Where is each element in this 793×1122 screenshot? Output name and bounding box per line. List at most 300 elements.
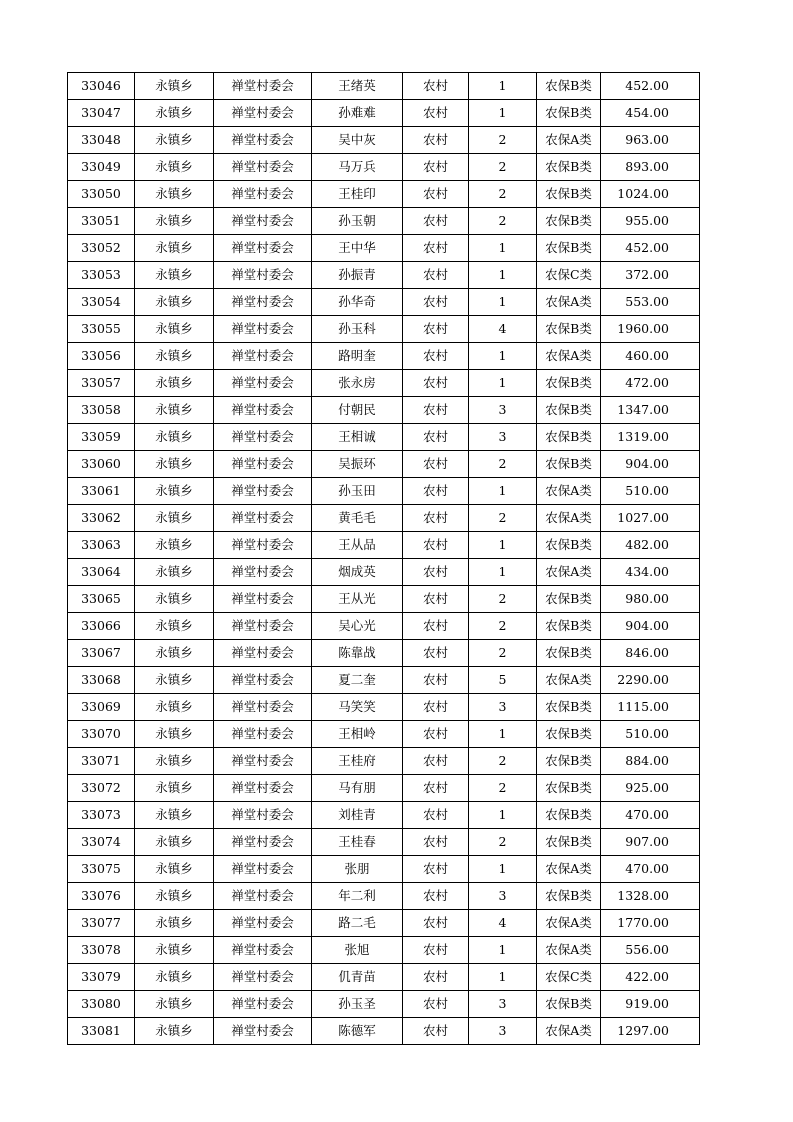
household-count-cell: 1 <box>469 235 537 262</box>
residence-type-cell: 农村 <box>403 154 469 181</box>
name-cell: 孙玉朝 <box>312 208 403 235</box>
village-committee-cell: 禅堂村委会 <box>214 73 312 100</box>
amount-cell: 422.00 <box>601 964 700 991</box>
name-cell: 王从品 <box>312 532 403 559</box>
name-cell: 张朋 <box>312 856 403 883</box>
village-committee-cell: 禅堂村委会 <box>214 451 312 478</box>
record-id-cell: 33046 <box>68 73 135 100</box>
record-id-cell: 33067 <box>68 640 135 667</box>
township-cell: 永镇乡 <box>135 937 214 964</box>
township-cell: 永镇乡 <box>135 262 214 289</box>
village-committee-cell: 禅堂村委会 <box>214 208 312 235</box>
table-row <box>68 235 700 262</box>
household-count-cell: 4 <box>469 910 537 937</box>
name-cell: 孙难难 <box>312 100 403 127</box>
township-cell: 永镇乡 <box>135 451 214 478</box>
amount-cell: 470.00 <box>601 856 700 883</box>
household-count-cell: 3 <box>469 883 537 910</box>
name-cell: 黄毛毛 <box>312 505 403 532</box>
amount-cell: 470.00 <box>601 802 700 829</box>
record-id-cell: 33056 <box>68 343 135 370</box>
table-row <box>68 208 700 235</box>
township-cell: 永镇乡 <box>135 775 214 802</box>
village-committee-cell: 禅堂村委会 <box>214 127 312 154</box>
village-committee-cell: 禅堂村委会 <box>214 397 312 424</box>
record-id-cell: 33070 <box>68 721 135 748</box>
name-cell: 吴振环 <box>312 451 403 478</box>
name-cell: 陈德军 <box>312 1018 403 1045</box>
household-count-cell: 3 <box>469 1018 537 1045</box>
amount-cell: 907.00 <box>601 829 700 856</box>
household-count-cell: 1 <box>469 370 537 397</box>
amount-cell: 980.00 <box>601 586 700 613</box>
amount-cell: 372.00 <box>601 262 700 289</box>
name-cell: 王从光 <box>312 586 403 613</box>
village-committee-cell: 禅堂村委会 <box>214 937 312 964</box>
name-cell: 孙玉科 <box>312 316 403 343</box>
record-id-cell: 33055 <box>68 316 135 343</box>
name-cell: 夏二奎 <box>312 667 403 694</box>
village-committee-cell: 禅堂村委会 <box>214 991 312 1018</box>
residence-type-cell: 农村 <box>403 289 469 316</box>
record-id-cell: 33066 <box>68 613 135 640</box>
amount-cell: 482.00 <box>601 532 700 559</box>
township-cell: 永镇乡 <box>135 235 214 262</box>
household-count-cell: 3 <box>469 694 537 721</box>
township-cell: 永镇乡 <box>135 640 214 667</box>
household-count-cell: 1 <box>469 478 537 505</box>
amount-cell: 556.00 <box>601 937 700 964</box>
amount-cell: 919.00 <box>601 991 700 1018</box>
insurance-category-cell: 农保B类 <box>537 748 601 775</box>
township-cell: 永镇乡 <box>135 586 214 613</box>
name-cell: 王相诚 <box>312 424 403 451</box>
record-id-cell: 33047 <box>68 100 135 127</box>
record-id-cell: 33074 <box>68 829 135 856</box>
insurance-category-cell: 农保B类 <box>537 532 601 559</box>
name-cell: 吴中灰 <box>312 127 403 154</box>
amount-cell: 510.00 <box>601 478 700 505</box>
household-count-cell: 1 <box>469 100 537 127</box>
residence-type-cell: 农村 <box>403 937 469 964</box>
table-row <box>68 532 700 559</box>
household-count-cell: 3 <box>469 424 537 451</box>
residence-type-cell: 农村 <box>403 883 469 910</box>
table-row <box>68 586 700 613</box>
insurance-category-cell: 农保B类 <box>537 802 601 829</box>
table-row <box>68 802 700 829</box>
amount-cell: 452.00 <box>601 235 700 262</box>
name-cell: 孙振青 <box>312 262 403 289</box>
insurance-category-cell: 农保A类 <box>537 1018 601 1045</box>
household-count-cell: 2 <box>469 451 537 478</box>
township-cell: 永镇乡 <box>135 370 214 397</box>
township-cell: 永镇乡 <box>135 910 214 937</box>
household-count-cell: 2 <box>469 505 537 532</box>
household-count-cell: 1 <box>469 289 537 316</box>
name-cell: 王桂春 <box>312 829 403 856</box>
household-count-cell: 1 <box>469 262 537 289</box>
insurance-category-cell: 农保C类 <box>537 262 601 289</box>
township-cell: 永镇乡 <box>135 964 214 991</box>
name-cell: 孙玉田 <box>312 478 403 505</box>
township-cell: 永镇乡 <box>135 478 214 505</box>
name-cell: 路明奎 <box>312 343 403 370</box>
insurance-category-cell: 农保A类 <box>537 559 601 586</box>
record-id-cell: 33079 <box>68 964 135 991</box>
residence-type-cell: 农村 <box>403 451 469 478</box>
residence-type-cell: 农村 <box>403 667 469 694</box>
insurance-category-cell: 农保B类 <box>537 316 601 343</box>
table-row <box>68 640 700 667</box>
township-cell: 永镇乡 <box>135 100 214 127</box>
household-count-cell: 2 <box>469 127 537 154</box>
insurance-category-cell: 农保B类 <box>537 208 601 235</box>
residence-type-cell: 农村 <box>403 721 469 748</box>
township-cell: 永镇乡 <box>135 883 214 910</box>
record-id-cell: 33071 <box>68 748 135 775</box>
record-id-cell: 33078 <box>68 937 135 964</box>
record-id-cell: 33059 <box>68 424 135 451</box>
residence-type-cell: 农村 <box>403 100 469 127</box>
insurance-category-cell: 农保B类 <box>537 370 601 397</box>
township-cell: 永镇乡 <box>135 856 214 883</box>
amount-cell: 1328.00 <box>601 883 700 910</box>
table-row <box>68 829 700 856</box>
village-committee-cell: 禅堂村委会 <box>214 910 312 937</box>
residence-type-cell: 农村 <box>403 694 469 721</box>
village-committee-cell: 禅堂村委会 <box>214 640 312 667</box>
village-committee-cell: 禅堂村委会 <box>214 316 312 343</box>
insurance-category-cell: 农保B类 <box>537 181 601 208</box>
amount-cell: 2290.00 <box>601 667 700 694</box>
insurance-category-cell: 农保A类 <box>537 910 601 937</box>
table-row <box>68 1018 700 1045</box>
township-cell: 永镇乡 <box>135 316 214 343</box>
table-row <box>68 964 700 991</box>
table-row <box>68 505 700 532</box>
village-committee-cell: 禅堂村委会 <box>214 289 312 316</box>
name-cell: 付朝民 <box>312 397 403 424</box>
residence-type-cell: 农村 <box>403 829 469 856</box>
township-cell: 永镇乡 <box>135 613 214 640</box>
residence-type-cell: 农村 <box>403 262 469 289</box>
residence-type-cell: 农村 <box>403 586 469 613</box>
table-row <box>68 991 700 1018</box>
residence-type-cell: 农村 <box>403 478 469 505</box>
village-committee-cell: 禅堂村委会 <box>214 559 312 586</box>
household-count-cell: 2 <box>469 208 537 235</box>
record-id-cell: 33073 <box>68 802 135 829</box>
table-row <box>68 424 700 451</box>
village-committee-cell: 禅堂村委会 <box>214 748 312 775</box>
household-count-cell: 5 <box>469 667 537 694</box>
household-count-cell: 4 <box>469 316 537 343</box>
township-cell: 永镇乡 <box>135 154 214 181</box>
table-row <box>68 910 700 937</box>
township-cell: 永镇乡 <box>135 289 214 316</box>
amount-cell: 553.00 <box>601 289 700 316</box>
village-committee-cell: 禅堂村委会 <box>214 424 312 451</box>
residence-type-cell: 农村 <box>403 802 469 829</box>
residence-type-cell: 农村 <box>403 424 469 451</box>
amount-cell: 846.00 <box>601 640 700 667</box>
record-id-cell: 33080 <box>68 991 135 1018</box>
amount-cell: 1347.00 <box>601 397 700 424</box>
amount-cell: 884.00 <box>601 748 700 775</box>
household-count-cell: 2 <box>469 613 537 640</box>
township-cell: 永镇乡 <box>135 721 214 748</box>
record-id-cell: 33064 <box>68 559 135 586</box>
name-cell: 孙华奇 <box>312 289 403 316</box>
residence-type-cell: 农村 <box>403 208 469 235</box>
village-committee-cell: 禅堂村委会 <box>214 343 312 370</box>
village-committee-cell: 禅堂村委会 <box>214 721 312 748</box>
insurance-category-cell: 农保A类 <box>537 127 601 154</box>
village-committee-cell: 禅堂村委会 <box>214 964 312 991</box>
insurance-category-cell: 农保B类 <box>537 100 601 127</box>
residence-type-cell: 农村 <box>403 748 469 775</box>
table-row <box>68 478 700 505</box>
amount-cell: 893.00 <box>601 154 700 181</box>
table-body <box>68 73 700 1045</box>
name-cell: 路二毛 <box>312 910 403 937</box>
township-cell: 永镇乡 <box>135 208 214 235</box>
household-count-cell: 3 <box>469 991 537 1018</box>
table-row <box>68 397 700 424</box>
record-id-cell: 33077 <box>68 910 135 937</box>
record-id-cell: 33065 <box>68 586 135 613</box>
name-cell: 吴心光 <box>312 613 403 640</box>
amount-cell: 454.00 <box>601 100 700 127</box>
amount-cell: 1024.00 <box>601 181 700 208</box>
name-cell: 王桂印 <box>312 181 403 208</box>
name-cell: 马万兵 <box>312 154 403 181</box>
record-id-cell: 33048 <box>68 127 135 154</box>
township-cell: 永镇乡 <box>135 991 214 1018</box>
record-id-cell: 33058 <box>68 397 135 424</box>
household-count-cell: 1 <box>469 937 537 964</box>
township-cell: 永镇乡 <box>135 343 214 370</box>
residence-type-cell: 农村 <box>403 505 469 532</box>
table-row <box>68 613 700 640</box>
name-cell: 王相岭 <box>312 721 403 748</box>
record-id-cell: 33076 <box>68 883 135 910</box>
village-committee-cell: 禅堂村委会 <box>214 856 312 883</box>
residence-type-cell: 农村 <box>403 73 469 100</box>
village-committee-cell: 禅堂村委会 <box>214 775 312 802</box>
insurance-category-cell: 农保B类 <box>537 586 601 613</box>
table-row <box>68 316 700 343</box>
table-row <box>68 262 700 289</box>
household-count-cell: 2 <box>469 586 537 613</box>
insurance-category-cell: 农保B类 <box>537 640 601 667</box>
name-cell: 陈靠战 <box>312 640 403 667</box>
village-committee-cell: 禅堂村委会 <box>214 829 312 856</box>
township-cell: 永镇乡 <box>135 73 214 100</box>
village-committee-cell: 禅堂村委会 <box>214 181 312 208</box>
amount-cell: 510.00 <box>601 721 700 748</box>
insurance-category-cell: 农保B类 <box>537 235 601 262</box>
table-row <box>68 100 700 127</box>
name-cell: 马有朋 <box>312 775 403 802</box>
residence-type-cell: 农村 <box>403 775 469 802</box>
residence-type-cell: 农村 <box>403 532 469 559</box>
insurance-category-cell: 农保B类 <box>537 613 601 640</box>
amount-cell: 955.00 <box>601 208 700 235</box>
table-row <box>68 559 700 586</box>
village-committee-cell: 禅堂村委会 <box>214 667 312 694</box>
village-committee-cell: 禅堂村委会 <box>214 235 312 262</box>
township-cell: 永镇乡 <box>135 397 214 424</box>
household-count-cell: 2 <box>469 181 537 208</box>
name-cell: 张永房 <box>312 370 403 397</box>
amount-cell: 452.00 <box>601 73 700 100</box>
amount-cell: 1297.00 <box>601 1018 700 1045</box>
table-row <box>68 748 700 775</box>
village-committee-cell: 禅堂村委会 <box>214 154 312 181</box>
insurance-category-cell: 农保C类 <box>537 964 601 991</box>
village-committee-cell: 禅堂村委会 <box>214 613 312 640</box>
amount-cell: 1027.00 <box>601 505 700 532</box>
household-count-cell: 2 <box>469 640 537 667</box>
insurance-category-cell: 农保B类 <box>537 991 601 1018</box>
household-count-cell: 1 <box>469 856 537 883</box>
record-id-cell: 33054 <box>68 289 135 316</box>
allowance-table <box>67 72 700 1045</box>
table-row <box>68 694 700 721</box>
record-id-cell: 33052 <box>68 235 135 262</box>
residence-type-cell: 农村 <box>403 964 469 991</box>
village-committee-cell: 禅堂村委会 <box>214 883 312 910</box>
table-row <box>68 181 700 208</box>
amount-cell: 925.00 <box>601 775 700 802</box>
insurance-category-cell: 农保B类 <box>537 451 601 478</box>
village-committee-cell: 禅堂村委会 <box>214 532 312 559</box>
table-row <box>68 721 700 748</box>
insurance-category-cell: 农保B类 <box>537 721 601 748</box>
residence-type-cell: 农村 <box>403 181 469 208</box>
table-row <box>68 937 700 964</box>
amount-cell: 434.00 <box>601 559 700 586</box>
village-committee-cell: 禅堂村委会 <box>214 586 312 613</box>
record-id-cell: 33062 <box>68 505 135 532</box>
insurance-category-cell: 农保B类 <box>537 397 601 424</box>
residence-type-cell: 农村 <box>403 127 469 154</box>
residence-type-cell: 农村 <box>403 397 469 424</box>
table-row <box>68 127 700 154</box>
record-id-cell: 33057 <box>68 370 135 397</box>
amount-cell: 1115.00 <box>601 694 700 721</box>
insurance-category-cell: 农保B类 <box>537 829 601 856</box>
name-cell: 王中华 <box>312 235 403 262</box>
village-committee-cell: 禅堂村委会 <box>214 802 312 829</box>
amount-cell: 904.00 <box>601 613 700 640</box>
township-cell: 永镇乡 <box>135 748 214 775</box>
insurance-category-cell: 农保B类 <box>537 424 601 451</box>
record-id-cell: 33050 <box>68 181 135 208</box>
amount-cell: 1770.00 <box>601 910 700 937</box>
name-cell: 马笑笑 <box>312 694 403 721</box>
name-cell: 烟成英 <box>312 559 403 586</box>
amount-cell: 1960.00 <box>601 316 700 343</box>
residence-type-cell: 农村 <box>403 370 469 397</box>
township-cell: 永镇乡 <box>135 127 214 154</box>
township-cell: 永镇乡 <box>135 181 214 208</box>
insurance-category-cell: 农保A类 <box>537 937 601 964</box>
residence-type-cell: 农村 <box>403 910 469 937</box>
record-id-cell: 33068 <box>68 667 135 694</box>
table-row <box>68 289 700 316</box>
name-cell: 仉青苗 <box>312 964 403 991</box>
record-id-cell: 33061 <box>68 478 135 505</box>
name-cell: 刘桂青 <box>312 802 403 829</box>
name-cell: 王桂府 <box>312 748 403 775</box>
record-id-cell: 33063 <box>68 532 135 559</box>
table-row <box>68 667 700 694</box>
residence-type-cell: 农村 <box>403 991 469 1018</box>
insurance-category-cell: 农保A类 <box>537 505 601 532</box>
household-count-cell: 1 <box>469 73 537 100</box>
village-committee-cell: 禅堂村委会 <box>214 505 312 532</box>
township-cell: 永镇乡 <box>135 1018 214 1045</box>
table-row <box>68 370 700 397</box>
residence-type-cell: 农村 <box>403 343 469 370</box>
table-row <box>68 883 700 910</box>
residence-type-cell: 农村 <box>403 613 469 640</box>
residence-type-cell: 农村 <box>403 559 469 586</box>
record-id-cell: 33051 <box>68 208 135 235</box>
table-row <box>68 856 700 883</box>
residence-type-cell: 农村 <box>403 316 469 343</box>
household-count-cell: 1 <box>469 964 537 991</box>
township-cell: 永镇乡 <box>135 424 214 451</box>
insurance-category-cell: 农保B类 <box>537 883 601 910</box>
insurance-category-cell: 农保B类 <box>537 694 601 721</box>
township-cell: 永镇乡 <box>135 694 214 721</box>
table-row <box>68 451 700 478</box>
village-committee-cell: 禅堂村委会 <box>214 1018 312 1045</box>
township-cell: 永镇乡 <box>135 505 214 532</box>
name-cell: 孙玉圣 <box>312 991 403 1018</box>
insurance-category-cell: 农保A类 <box>537 478 601 505</box>
insurance-category-cell: 农保B类 <box>537 154 601 181</box>
amount-cell: 963.00 <box>601 127 700 154</box>
amount-cell: 472.00 <box>601 370 700 397</box>
record-id-cell: 33069 <box>68 694 135 721</box>
village-committee-cell: 禅堂村委会 <box>214 370 312 397</box>
township-cell: 永镇乡 <box>135 532 214 559</box>
residence-type-cell: 农村 <box>403 640 469 667</box>
insurance-category-cell: 农保A类 <box>537 343 601 370</box>
village-committee-cell: 禅堂村委会 <box>214 694 312 721</box>
insurance-category-cell: 农保B类 <box>537 775 601 802</box>
township-cell: 永镇乡 <box>135 802 214 829</box>
village-committee-cell: 禅堂村委会 <box>214 262 312 289</box>
amount-cell: 460.00 <box>601 343 700 370</box>
table-row <box>68 154 700 181</box>
insurance-category-cell: 农保A类 <box>537 667 601 694</box>
amount-cell: 1319.00 <box>601 424 700 451</box>
household-count-cell: 1 <box>469 559 537 586</box>
residence-type-cell: 农村 <box>403 856 469 883</box>
township-cell: 永镇乡 <box>135 829 214 856</box>
record-id-cell: 33060 <box>68 451 135 478</box>
table-row <box>68 343 700 370</box>
household-count-cell: 1 <box>469 802 537 829</box>
household-count-cell: 1 <box>469 721 537 748</box>
township-cell: 永镇乡 <box>135 667 214 694</box>
